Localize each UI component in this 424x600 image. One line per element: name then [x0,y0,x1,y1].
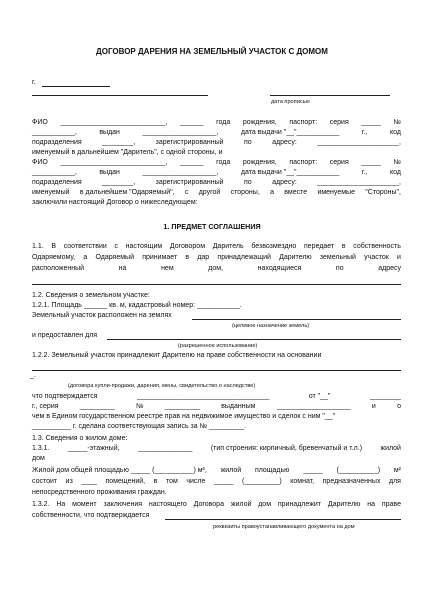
line-word: Жилой дом общей площадью _____ (__________) м², [32,467,207,474]
line-word: от "__" [308,393,331,400]
line-word: ______________ [137,445,193,452]
line-word: подразделения [32,179,82,186]
house-area-line [32,467,401,475]
line-word: том [165,478,178,485]
party2-line5: заключили настоящий Договор о нижеследующем: [32,199,198,206]
clause-1-1-line1 [32,243,401,251]
line-word: участок [364,254,389,261]
permitted-use-field[interactable] [107,339,401,340]
line-word: собственность [353,243,401,250]
line-word: находящиеся [257,265,302,272]
line-word: а [270,189,274,196]
city-field[interactable] [42,86,110,87]
line-word: На [56,501,66,508]
line-word: (__________) [336,467,381,474]
line-word: ________, [102,179,136,186]
line-word: адресу [378,265,401,272]
line-word: дом [258,501,272,508]
line-word: ________, [102,139,136,146]
ownership-basis-field[interactable] [32,370,401,371]
line-word: жилой [220,467,242,474]
line-word: паспорт: [289,119,318,126]
line-word: выданным [221,403,256,410]
line-word: в [341,243,346,250]
line-word: № [393,159,401,166]
line-word: зарегистрированный [155,179,224,186]
line-word: код [390,169,401,176]
line-word: вместе [284,189,308,196]
line-word: заключения [103,501,143,508]
line-word: и [371,403,376,410]
line-word: с [114,243,118,250]
line-word: жилой [230,501,252,508]
line-word: по [243,179,252,186]
line-word: в [153,478,158,485]
line-word: другой [198,189,221,196]
rooms-line [32,478,401,486]
line-word: настоящего [148,501,187,508]
line-word: года [216,159,231,166]
line-word: подразделения [32,139,82,146]
line-word: праве [381,501,401,508]
purpose-caption: (целевое назначение земель) [232,323,310,329]
basis-dash: _. [30,372,36,379]
date-caption: дата прописью [271,99,310,105]
line-word: Договора [193,501,224,508]
line-word: № [393,119,401,126]
line-word: именуемый [32,189,70,196]
line-word: серия [329,119,349,126]
line-word: Договором [169,243,206,250]
series-line [32,403,401,411]
line-word: принимает [142,254,178,261]
line-word: комнат, [290,478,315,485]
party1-line4: именуемый в дальнейшем "Даритель", с одной стороны, и [32,149,223,156]
line-word: ______ [180,119,204,126]
line-word: дата выдачи "__"___________ [240,169,340,176]
line-word: ______ [180,159,204,166]
line-word: для [389,478,401,485]
basis-caption: (договора купли-продажи, дарения, мены, свидетельство о наследстве) [68,383,256,389]
line-word: г., [361,129,368,136]
clause-1-3-2-line2: собственности, что подтверждается [32,512,150,519]
line-word: в [185,254,190,261]
land-located-label: Земельный участок расположен на землях [32,312,172,319]
line-word: года [216,119,231,126]
line-word: принадлежащий [217,254,271,261]
clause-1-3-1-line1 [32,445,401,453]
city-prefix: г. [32,79,36,86]
line-word: _____________________, [317,139,401,146]
line-word: Даритель [212,243,244,250]
line-word: рождения, [242,119,277,126]
line-word: ___________________________, [60,159,168,166]
line-word: на [118,265,127,272]
clause-1-2-1: 1.2.1. Площадь ______ кв. м, кадастровый номер: ___________. [32,302,242,309]
line-word: настоящим [125,243,163,250]
line-word: 1.1. [32,243,44,250]
line-word: предназначенных [322,478,381,485]
clause-1-3-2-line1 [32,501,401,509]
party1-line2 [32,129,401,137]
line-word: г., серия [32,403,59,410]
line-word: адресу: [272,139,297,146]
line-word: Одаряемому, [32,254,76,261]
line-word: ___________________, [142,169,219,176]
line-word: _____ [213,478,234,485]
line-word: ___________, [32,129,77,136]
line-word: в дальнейшем "Одаряемый", [79,189,175,196]
line-word: о [397,403,401,410]
clause-1-2-2: 1.2.2. Земельный участок принадлежит Дарителю на праве собственности на основании [32,352,322,359]
party2-line4 [32,189,401,197]
line-word: выдан [99,169,120,176]
line-word: ________ [369,393,401,400]
confirm-line [32,393,401,401]
line-word: стороны, [230,189,260,196]
line-word: В [51,243,57,250]
line-word: г., [361,169,368,176]
address-field[interactable] [32,284,401,285]
line-word: Дарителю [327,501,361,508]
land-category-field[interactable] [192,319,401,320]
party1-line1 [32,119,401,127]
line-word: момент [72,501,97,508]
line-word: нем [161,265,174,272]
house-docs-field[interactable] [165,519,401,520]
line-word: _____ [303,467,323,474]
line-word: Дарителю [279,254,312,261]
registry-line: чем в Едином государственном реестре прав на недвижимое имущество и сделок с ним "__" [32,413,336,420]
clause-1-2-intro: 1.2. Сведения о земельном участке: [32,292,150,299]
date-field[interactable] [270,95,390,96]
line-word: земельный [319,254,356,261]
line-word: а [83,254,88,261]
line-word: из [65,478,73,485]
line-word: ____ [81,478,97,485]
line-word: паспорт: [289,159,318,166]
document-title: ДОГОВОР ДАРЕНИЯ НА ЗЕМЕЛЬНЫЙ УЧАСТОК С ДОМОМ [96,47,328,56]
line-word: _____-этажный, [67,445,120,452]
clause-1-1-line2 [32,254,401,262]
line-word: ___________________ [276,403,351,410]
line-word: _____ [361,159,381,166]
party2-line2 [32,169,401,177]
line-word: _____________________, [317,179,401,186]
line-word: дата выдачи "__"___________ [240,129,340,136]
line-word: дом, [208,265,224,272]
line-word: м² [393,467,401,474]
line-word: адресу: [272,179,297,186]
party2-line3 [32,179,401,187]
line-word: с [184,189,189,196]
line-word: _____ [361,119,381,126]
line-word: (_________) [241,478,282,485]
line-word: Одаряемый [95,254,134,261]
house-docs-caption: реквизиты правоустанавливающего документа на дом [213,524,355,530]
line-word: и [397,254,401,261]
section1-title: 1. ПРЕДМЕТ СОГЛАШЕНИЯ [163,222,261,231]
party2-line1 [32,159,401,167]
line-word: ФИО [32,119,48,126]
line-word: № [136,403,144,410]
use-caption: (разрешенное использование) [178,343,258,349]
line-word: соответствии [63,243,107,250]
line-word: принадлежит [277,501,321,508]
line-word: что подтверждается [32,393,98,400]
city-name-field[interactable] [32,95,208,96]
line-word: (тип строения: кирпичный, бревенчатый и т.л.) [210,445,363,452]
line-word: серия [329,159,349,166]
line-word: ФИО [32,159,48,166]
line-word: код [390,129,401,136]
line-word: безвозмездно [251,243,297,250]
line-word: по [243,139,252,146]
line-word: состоит [32,478,58,485]
party1-line3 [32,139,401,147]
line-word: _________ [164,403,200,410]
line-word: 1.3.2. [32,501,50,508]
line-word: ___________________________, [60,119,168,126]
record-line: __________ г. сделана соответствующая запись за № _________. [32,423,247,430]
line-word: именуемые [317,189,355,196]
clause-1-3-intro: 1.3. Сведения о жилом доме: [32,435,128,442]
line-word: ___________, [32,169,77,176]
line-word: "Стороны", [365,189,401,196]
line-word: __________________________________ [137,393,270,400]
line-word: дар [197,254,210,261]
residence-line: непосредственного проживания граждан. [32,489,167,496]
clause-1-3-1-line1b: дом [32,455,45,462]
line-word: ___________________, [142,129,219,136]
line-word: жилой [380,445,401,452]
line-word: передает [304,243,335,250]
line-word: рождения, [242,159,277,166]
line-word: по [335,265,344,272]
line-word: площадью [254,467,290,474]
line-word: выдан [99,129,120,136]
line-word: числе [186,478,206,485]
line-word: зарегистрированный [155,139,224,146]
provided-for-label: и предоставлен для [32,332,98,339]
line-word: _________ [79,403,115,410]
line-word: 1.3.1. [32,445,50,452]
line-word: расположенный [32,265,85,272]
line-word: помещений, [105,478,146,485]
line-word: на [367,501,376,508]
clause-1-1-line3 [32,265,401,273]
